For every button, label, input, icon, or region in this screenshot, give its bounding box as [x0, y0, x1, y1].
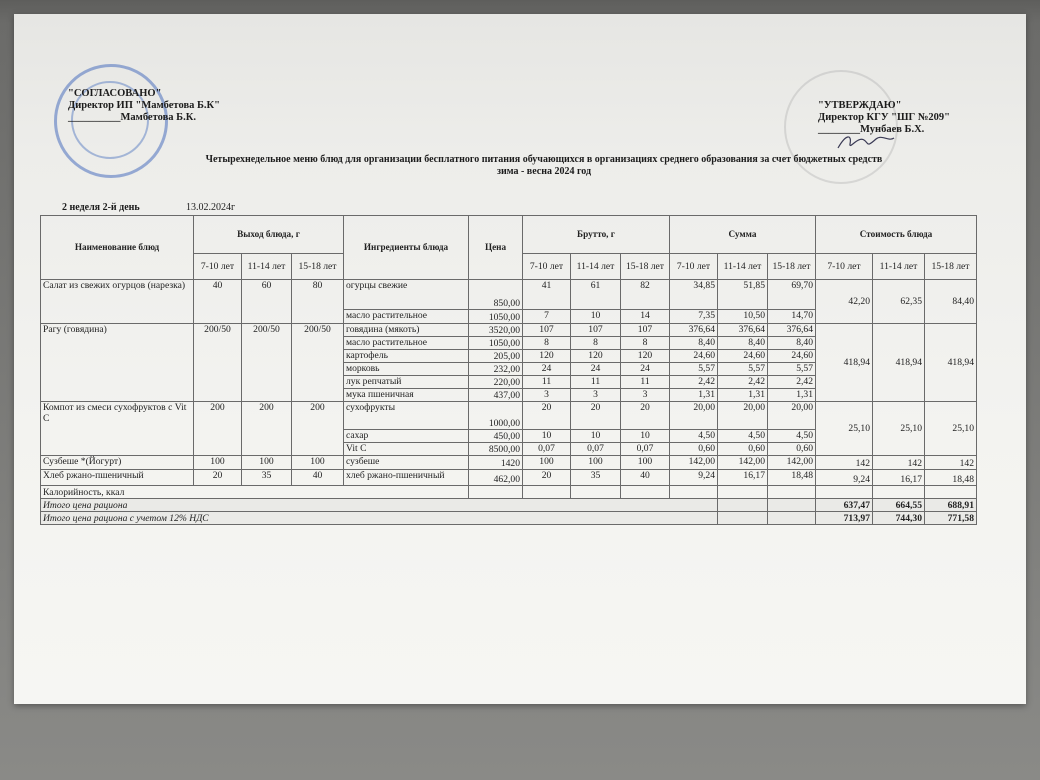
approval-left-line2: __________Мамбетова Б.К.	[68, 112, 196, 123]
ingredient-sum: 5,57	[718, 363, 768, 376]
ingredient-sum: 5,57	[670, 363, 718, 376]
ingredient-gross: 0,07	[571, 443, 621, 456]
total-row	[41, 499, 977, 512]
dish-yield: 200	[194, 402, 242, 456]
ingredient-sum: 4,50	[718, 430, 768, 443]
dish-yield: 200	[242, 402, 292, 456]
total-value: 688,91	[925, 499, 977, 512]
ingredient-sum: 20,00	[670, 402, 718, 430]
ingredient-sum: 7,35	[670, 310, 718, 324]
approval-left-block	[68, 88, 220, 124]
ingredient-price: 1000,00	[469, 402, 523, 430]
signature-icon	[836, 130, 896, 152]
ingredient-gross: 107	[621, 324, 670, 337]
ingredient-sum: 142,00	[718, 456, 768, 470]
ingredient-sum: 20,00	[768, 402, 816, 430]
dish-cost: 25,10	[925, 402, 977, 456]
header-gross: Брутто, г	[523, 216, 670, 254]
ingredient-sum: 1,31	[718, 389, 768, 402]
ingredient-name: говядина (мякоть)	[344, 324, 469, 337]
document-title	[164, 154, 924, 178]
table-row	[41, 324, 977, 337]
ingredient-sum: 8,40	[670, 337, 718, 350]
empty-cell	[718, 499, 768, 512]
ingredient-name: огурцы свежие	[344, 280, 469, 310]
ingredient-gross: 11	[523, 376, 571, 389]
ingredient-gross: 120	[571, 350, 621, 363]
ingredient-name: мука пшеничная	[344, 389, 469, 402]
header-ingredients: Ингредиенты блюда	[344, 216, 469, 280]
header-gross-age3: 15-18 лет	[621, 254, 670, 280]
ingredient-gross: 0,07	[621, 443, 670, 456]
empty-cell	[670, 486, 718, 499]
ingredient-sum: 14,70	[768, 310, 816, 324]
ingredient-gross: 120	[621, 350, 670, 363]
ingredient-sum: 16,17	[718, 470, 768, 486]
dish-cost: 84,40	[925, 280, 977, 324]
header-cost: Стоимость блюда	[816, 216, 977, 254]
menu-date: 13.02.2024г	[186, 202, 236, 213]
dish-cost: 142	[816, 456, 873, 470]
empty-cell	[718, 512, 768, 525]
ingredient-price: 462,00	[469, 470, 523, 486]
total-vat-row	[41, 512, 977, 525]
ingredient-sum: 142,00	[768, 456, 816, 470]
ingredient-sum: 24,60	[670, 350, 718, 363]
empty-cell	[768, 486, 816, 499]
ingredient-sum: 10,50	[718, 310, 768, 324]
dish-name: Салат из свежих огурцов (нарезка)	[41, 280, 194, 324]
ingredient-sum: 1,31	[768, 389, 816, 402]
header-gross-age1: 7-10 лет	[523, 254, 571, 280]
approval-left-heading: "СОГЛАСОВАНО"	[68, 88, 162, 99]
header-sum-age1: 7-10 лет	[670, 254, 718, 280]
header-row-1	[41, 216, 977, 254]
ingredient-sum: 34,85	[670, 280, 718, 310]
ingredient-gross: 11	[571, 376, 621, 389]
dish-yield: 40	[292, 470, 344, 486]
header-cost-age3: 15-18 лет	[925, 254, 977, 280]
dish-name: Рагу (говядина)	[41, 324, 194, 402]
title-line-2: зима - весна 2024 год	[496, 166, 592, 177]
ingredient-sum: 0,60	[670, 443, 718, 456]
empty-cell	[768, 499, 816, 512]
ingredient-sum: 69,70	[768, 280, 816, 310]
ingredient-gross: 20	[621, 402, 670, 430]
ingredient-gross: 24	[571, 363, 621, 376]
ingredient-gross: 3	[571, 389, 621, 402]
ingredient-sum: 376,64	[768, 324, 816, 337]
ingredient-gross: 120	[523, 350, 571, 363]
dish-yield: 200/50	[194, 324, 242, 402]
header-dish-name: Наименование блюд	[41, 216, 194, 280]
empty-cell	[873, 486, 925, 499]
ingredient-gross: 8	[571, 337, 621, 350]
empty-cell	[768, 512, 816, 525]
dish-yield: 200/50	[292, 324, 344, 402]
ingredient-price: 205,00	[469, 350, 523, 363]
header-gross-age2: 11-14 лет	[571, 254, 621, 280]
ingredient-gross: 3	[621, 389, 670, 402]
ingredient-sum: 24,60	[768, 350, 816, 363]
dish-name: Компот из смеси сухофруктов с Vit C	[41, 402, 194, 456]
ingredient-price: 437,00	[469, 389, 523, 402]
dish-yield: 20	[194, 470, 242, 486]
ingredient-name: масло растительное	[344, 337, 469, 350]
empty-cell	[718, 486, 768, 499]
dish-cost: 142	[873, 456, 925, 470]
calories-row	[41, 486, 977, 499]
ingredient-sum: 51,85	[718, 280, 768, 310]
total-vat-value: 771,58	[925, 512, 977, 525]
ingredient-price: 1420	[469, 456, 523, 470]
header-sum: Сумма	[670, 216, 816, 254]
ingredient-gross: 20	[571, 402, 621, 430]
empty-cell	[571, 486, 621, 499]
title-line-1: Четырехнедельное меню блюд для организации бесплатного питания обучающихся в организациях среднего образования за счет бюджетных средств	[205, 154, 883, 165]
ingredient-gross: 8	[621, 337, 670, 350]
ingredient-sum: 0,60	[718, 443, 768, 456]
ingredient-name: масло растительное	[344, 310, 469, 324]
ingredient-sum: 20,00	[718, 402, 768, 430]
ingredient-sum: 8,40	[718, 337, 768, 350]
ingredient-name: хлеб ржано-пшеничный	[344, 470, 469, 486]
dish-cost: 25,10	[873, 402, 925, 456]
dish-cost: 25,10	[816, 402, 873, 456]
empty-cell	[621, 486, 670, 499]
ingredient-gross: 107	[523, 324, 571, 337]
ingredient-gross: 10	[571, 430, 621, 443]
header-sum-age2: 11-14 лет	[718, 254, 768, 280]
header-cost-age1: 7-10 лет	[816, 254, 873, 280]
ingredient-price: 8500,00	[469, 443, 523, 456]
empty-cell	[523, 486, 571, 499]
ingredient-price: 220,00	[469, 376, 523, 389]
menu-table	[40, 215, 977, 525]
ingredient-gross: 10	[621, 430, 670, 443]
header-yield: Выход блюда, г	[194, 216, 344, 254]
ingredient-gross: 100	[621, 456, 670, 470]
total-label: Итого цена рациона	[41, 499, 718, 512]
ingredient-gross: 24	[621, 363, 670, 376]
dish-yield: 80	[292, 280, 344, 324]
ingredient-sum: 1,31	[670, 389, 718, 402]
empty-cell	[469, 486, 523, 499]
dish-yield: 100	[292, 456, 344, 470]
dish-cost: 62,35	[873, 280, 925, 324]
ingredient-name: морковь	[344, 363, 469, 376]
calories-label: Калорийность, ккал	[41, 486, 469, 499]
approval-right-line2: ________Мунбаев Б.Х.	[818, 124, 925, 135]
header-sum-age3: 15-18 лет	[768, 254, 816, 280]
approval-left-line1: Директор ИП "Мамбетова Б.К"	[68, 100, 220, 111]
header-price: Цена	[469, 216, 523, 280]
ingredient-sum: 142,00	[670, 456, 718, 470]
approval-right-line1: Директор КГУ "ШГ №209"	[818, 112, 950, 123]
dish-cost: 16,17	[873, 470, 925, 486]
total-vat-value: 713,97	[816, 512, 873, 525]
ingredient-sum: 8,40	[768, 337, 816, 350]
ingredient-gross: 10	[571, 310, 621, 324]
ingredient-sum: 376,64	[670, 324, 718, 337]
ingredient-sum: 376,64	[718, 324, 768, 337]
dish-cost: 18,48	[925, 470, 977, 486]
dish-name: Хлеб ржано-пшеничный	[41, 470, 194, 486]
ingredient-price: 450,00	[469, 430, 523, 443]
dish-cost: 142	[925, 456, 977, 470]
ingredient-sum: 2,42	[768, 376, 816, 389]
ingredient-gross: 100	[523, 456, 571, 470]
ingredient-price: 1050,00	[469, 310, 523, 324]
week-day-label: 2 неделя 2-й день	[62, 202, 140, 213]
header-yield-age3: 15-18 лет	[292, 254, 344, 280]
empty-cell	[925, 486, 977, 499]
ingredient-sum: 5,57	[768, 363, 816, 376]
ingredient-price: 3520,00	[469, 324, 523, 337]
ingredient-price: 232,00	[469, 363, 523, 376]
total-value: 664,55	[873, 499, 925, 512]
table-row	[41, 280, 977, 310]
ingredient-name: сахар	[344, 430, 469, 443]
dish-yield: 35	[242, 470, 292, 486]
ingredient-gross: 3	[523, 389, 571, 402]
ingredient-name: картофель	[344, 350, 469, 363]
dish-yield: 60	[242, 280, 292, 324]
ingredient-sum: 18,48	[768, 470, 816, 486]
dish-cost: 418,94	[925, 324, 977, 402]
ingredient-sum: 4,50	[768, 430, 816, 443]
dish-yield: 40	[194, 280, 242, 324]
ingredient-sum: 2,42	[718, 376, 768, 389]
ingredient-price: 850,00	[469, 280, 523, 310]
ingredient-gross: 35	[571, 470, 621, 486]
ingredient-gross: 7	[523, 310, 571, 324]
ingredient-gross: 41	[523, 280, 571, 310]
dish-yield: 200/50	[242, 324, 292, 402]
total-vat-label: Итого цена рациона с учетом 12% НДС	[41, 512, 718, 525]
total-vat-value: 744,30	[873, 512, 925, 525]
ingredient-gross: 20	[523, 470, 571, 486]
ingredient-price: 1050,00	[469, 337, 523, 350]
ingredient-sum: 0,60	[768, 443, 816, 456]
ingredient-name: сузбеше	[344, 456, 469, 470]
ingredient-sum: 2,42	[670, 376, 718, 389]
ingredient-sum: 4,50	[670, 430, 718, 443]
ingredient-gross: 24	[523, 363, 571, 376]
ingredient-gross: 14	[621, 310, 670, 324]
ingredient-gross: 100	[571, 456, 621, 470]
menu-document	[14, 14, 1026, 704]
header-yield-age2: 11-14 лет	[242, 254, 292, 280]
table-row	[41, 456, 977, 470]
ingredient-gross: 61	[571, 280, 621, 310]
approval-right-heading: "УТВЕРЖДАЮ"	[818, 100, 902, 111]
ingredient-gross: 11	[621, 376, 670, 389]
ingredient-gross: 10	[523, 430, 571, 443]
ingredient-name: сухофрукты	[344, 402, 469, 430]
ingredient-name: лук репчатый	[344, 376, 469, 389]
table-row	[41, 470, 977, 486]
dish-cost: 9,24	[816, 470, 873, 486]
dish-cost: 42,20	[816, 280, 873, 324]
total-value: 637,47	[816, 499, 873, 512]
ingredient-sum: 9,24	[670, 470, 718, 486]
table-row	[41, 402, 977, 430]
ingredient-gross: 20	[523, 402, 571, 430]
dish-yield: 100	[194, 456, 242, 470]
dish-cost: 418,94	[873, 324, 925, 402]
dish-yield: 200	[292, 402, 344, 456]
ingredient-gross: 82	[621, 280, 670, 310]
header-yield-age1: 7-10 лет	[194, 254, 242, 280]
dish-yield: 100	[242, 456, 292, 470]
ingredient-gross: 8	[523, 337, 571, 350]
ingredient-name: Vit C	[344, 443, 469, 456]
ingredient-sum: 24,60	[718, 350, 768, 363]
ingredient-gross: 0,07	[523, 443, 571, 456]
dish-cost: 418,94	[816, 324, 873, 402]
ingredient-gross: 107	[571, 324, 621, 337]
dish-name: Сузбеше *(Йогурт)	[41, 456, 194, 470]
ingredient-gross: 40	[621, 470, 670, 486]
empty-cell	[816, 486, 873, 499]
header-cost-age2: 11-14 лет	[873, 254, 925, 280]
